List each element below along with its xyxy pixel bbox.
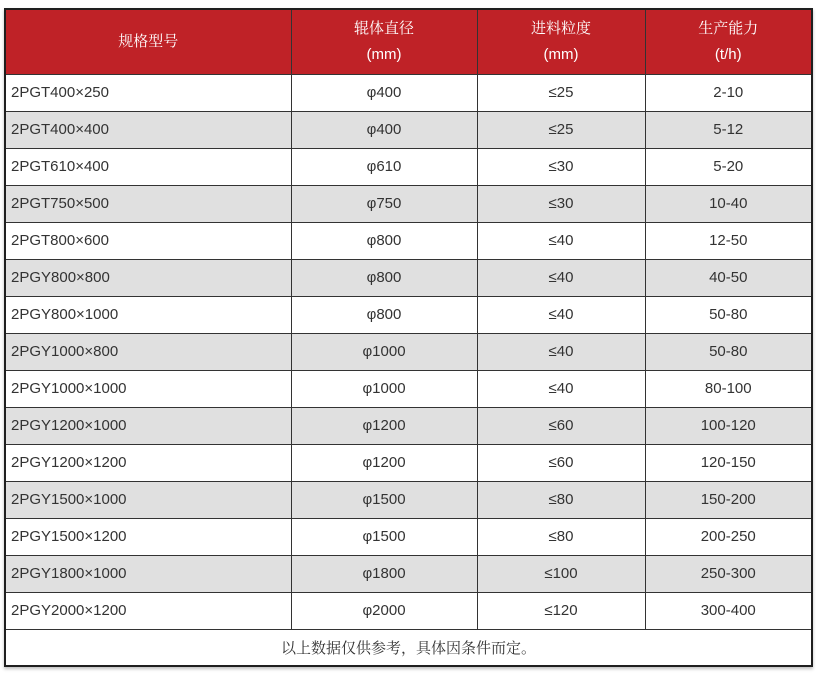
feed-size-cell: ≤100 [477,555,645,592]
col-header-model-title: 规格型号 [118,32,179,50]
roller-diameter-cell: φ1200 [291,407,477,444]
model-cell: 2PGY1200×1200 [5,444,291,481]
table-row [5,444,812,481]
col-header-feed-size-title: 进料粒度 [530,19,591,37]
table-row [5,370,812,407]
capacity-cell: 300-400 [645,592,812,629]
table-row [5,555,812,592]
model-cell: 2PGY1500×1200 [5,518,291,555]
table-row [5,74,812,111]
col-header-roller-diameter [291,9,477,74]
model-cell: 2PGY1000×800 [5,333,291,370]
model-cell: 2PGT750×500 [5,185,291,222]
feed-size-cell: ≤80 [477,481,645,518]
capacity-cell: 50-80 [645,296,812,333]
roller-diameter-cell: φ400 [291,74,477,111]
capacity-cell: 50-80 [645,333,812,370]
capacity-cell: 40-50 [645,259,812,296]
feed-size-cell: ≤120 [477,592,645,629]
capacity-cell: 80-100 [645,370,812,407]
model-cell: 2PGY800×800 [5,259,291,296]
feed-size-cell: ≤40 [477,333,645,370]
table-row [5,407,812,444]
capacity-cell: 5-12 [645,111,812,148]
roller-diameter-cell: φ800 [291,222,477,259]
capacity-cell: 5-20 [645,148,812,185]
model-cell: 2PGT800×600 [5,222,291,259]
footer-note: 以上数据仅供参考，具体因条件而定。 [5,629,812,666]
table-header [5,9,812,74]
footer-row [5,629,812,666]
feed-size-cell: ≤40 [477,296,645,333]
capacity-cell: 200-250 [645,518,812,555]
table-row [5,222,812,259]
table-row [5,296,812,333]
col-header-model [5,9,291,74]
capacity-cell: 10-40 [645,185,812,222]
model-cell: 2PGY1800×1000 [5,555,291,592]
col-header-roller-diameter-unit: (mm) [366,45,402,63]
roller-diameter-cell: φ1500 [291,481,477,518]
col-header-capacity-unit: (t/h) [714,45,742,63]
capacity-cell: 120-150 [645,444,812,481]
col-header-capacity [645,9,812,74]
model-cell: 2PGY2000×1200 [5,592,291,629]
table-row [5,481,812,518]
capacity-cell: 150-200 [645,481,812,518]
table-row [5,592,812,629]
feed-size-cell: ≤25 [477,74,645,111]
col-header-capacity-title: 生产能力 [698,19,759,37]
col-header-feed-size [477,9,645,74]
roller-diameter-cell: φ1000 [291,333,477,370]
table-row [5,111,812,148]
feed-size-cell: ≤40 [477,259,645,296]
roller-diameter-cell: φ1200 [291,444,477,481]
roller-diameter-cell: φ400 [291,111,477,148]
feed-size-cell: ≤80 [477,518,645,555]
model-cell: 2PGT400×250 [5,74,291,111]
roller-diameter-cell: φ1000 [291,370,477,407]
model-cell: 2PGT610×400 [5,148,291,185]
capacity-cell: 100-120 [645,407,812,444]
feed-size-cell: ≤60 [477,444,645,481]
feed-size-cell: ≤40 [477,222,645,259]
header-row [5,9,812,74]
roller-diameter-cell: φ1800 [291,555,477,592]
table-body [5,74,812,629]
col-header-feed-size-unit: (mm) [543,45,579,63]
roller-diameter-cell: φ1500 [291,518,477,555]
spec-table [4,8,813,667]
model-cell: 2PGY800×1000 [5,296,291,333]
table-footer [5,629,812,666]
model-cell: 2PGY1500×1000 [5,481,291,518]
model-cell: 2PGT400×400 [5,111,291,148]
col-header-roller-diameter-title: 辊体直径 [353,19,414,37]
roller-diameter-cell: φ2000 [291,592,477,629]
feed-size-cell: ≤25 [477,111,645,148]
table-row [5,259,812,296]
feed-size-cell: ≤40 [477,370,645,407]
capacity-cell: 250-300 [645,555,812,592]
capacity-cell: 12-50 [645,222,812,259]
table-row [5,185,812,222]
feed-size-cell: ≤30 [477,185,645,222]
model-cell: 2PGY1000×1000 [5,370,291,407]
table-row [5,333,812,370]
roller-diameter-cell: φ750 [291,185,477,222]
feed-size-cell: ≤30 [477,148,645,185]
capacity-cell: 2-10 [645,74,812,111]
model-cell: 2PGY1200×1000 [5,407,291,444]
roller-diameter-cell: φ800 [291,259,477,296]
table-row [5,148,812,185]
roller-diameter-cell: φ800 [291,296,477,333]
table-row [5,518,812,555]
feed-size-cell: ≤60 [477,407,645,444]
roller-diameter-cell: φ610 [291,148,477,185]
